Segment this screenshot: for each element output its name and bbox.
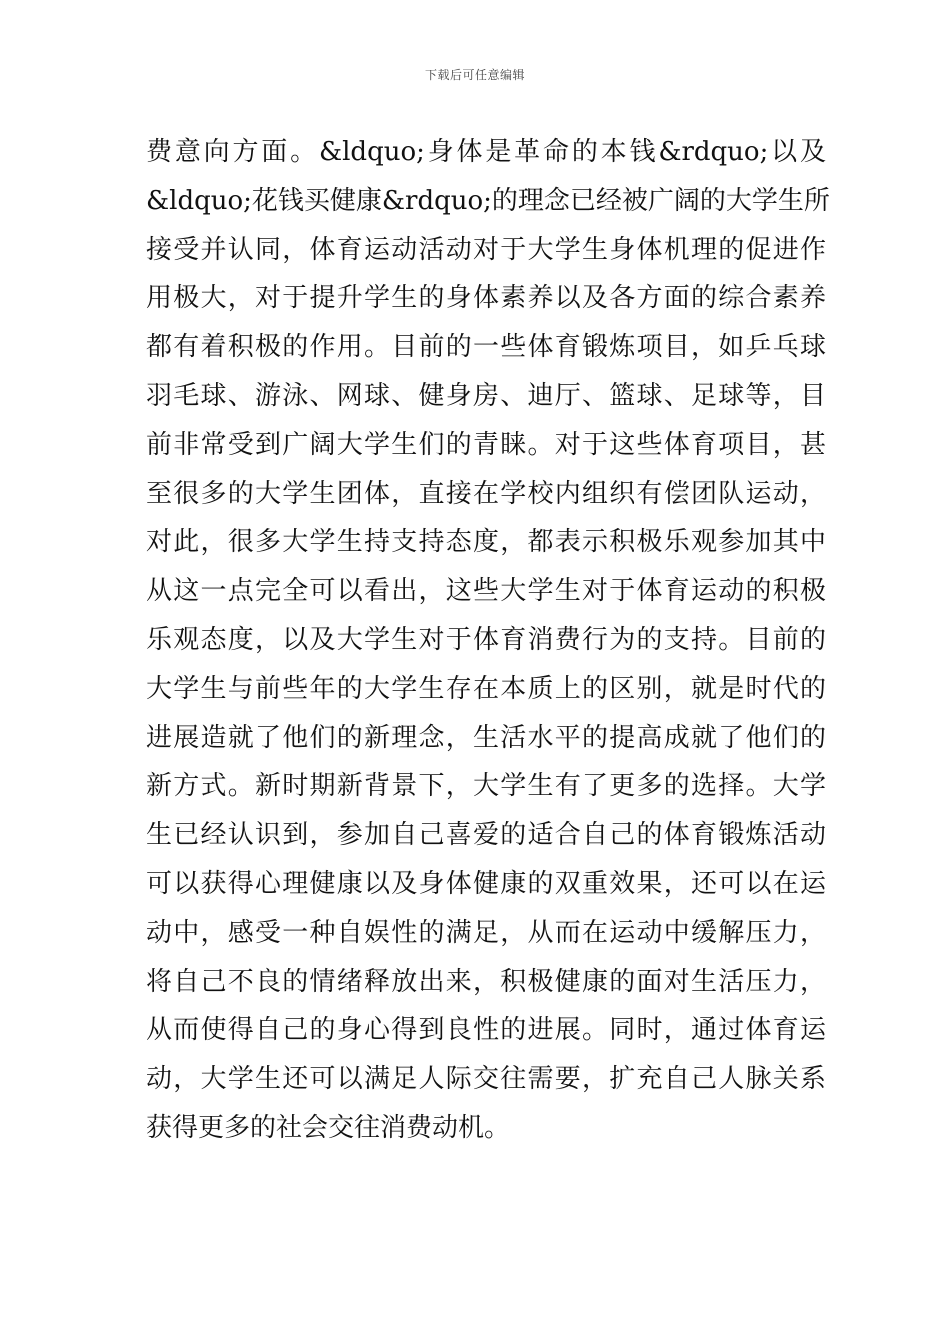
body-paragraph [146, 128, 830, 1153]
text-line: 动，大学生还可以满足人际交往需要，扩充自己人脉关系 [146, 1064, 826, 1095]
text-line: 动中，感受一种自娱性的满足，从而在运动中缓解压力， [146, 917, 826, 948]
text-line: 进展造就了他们的新理念，生活水平的提高成就了他们的 [146, 722, 826, 753]
text-line: 从而使得自己的身心得到良性的进展。同时，通过体育运 [146, 1015, 826, 1046]
text-line: 用极大，对于提升学生的身体素养以及各方面的综合素养 [146, 283, 826, 314]
text-line: 生已经认识到，参加自己喜爱的适合自己的体育锻炼活动 [146, 820, 826, 851]
page-header: 下载后可任意编辑 [424, 68, 525, 82]
text-line: 大学生与前些年的大学生存在本质上的区别，就是时代的 [146, 673, 826, 704]
text-line: 对此，很多大学生持支持态度，都表示积极乐观参加其中 [146, 527, 826, 558]
text-line: 乐观态度，以及大学生对于体育消费行为的支持。目前的 [146, 624, 826, 655]
text-line: 羽毛球、游泳、网球、健身房、迪厅、篮球、足球等，目 [146, 380, 826, 411]
text-line: 新方式。新时期新背景下，大学生有了更多的选择。大学 [146, 771, 826, 802]
text-line: &ldquo;花钱买健康&rdquo;的理念已经被广阔的大学生所 [146, 185, 830, 216]
text-line: 从这一点完全可以看出，这些大学生对于体育运动的积极 [146, 576, 826, 607]
text-line: 至很多的大学生团体，直接在学校内组织有偿团队运动， [146, 478, 826, 509]
text-line: 将自己不良的情绪释放出来，积极健康的面对生活压力， [146, 966, 826, 997]
text-line: 前非常受到广阔大学生们的青睐。对于这些体育项目，甚 [146, 429, 826, 460]
text-line-last: 获得更多的社会交往消费动机。 [146, 1112, 511, 1143]
text-line: 都有着积极的作用。目前的一些体育锻炼项目，如乒乓球 [146, 332, 826, 363]
text-line: 接受并认同，体育运动活动对于大学生身体机理的促进作 [146, 234, 826, 265]
text-line: 可以获得心理健康以及身体健康的双重效果，还可以在运 [146, 868, 826, 899]
text-line: 费意向方面。&ldquo;身体是革命的本钱&rdquo;以及 [146, 137, 826, 167]
